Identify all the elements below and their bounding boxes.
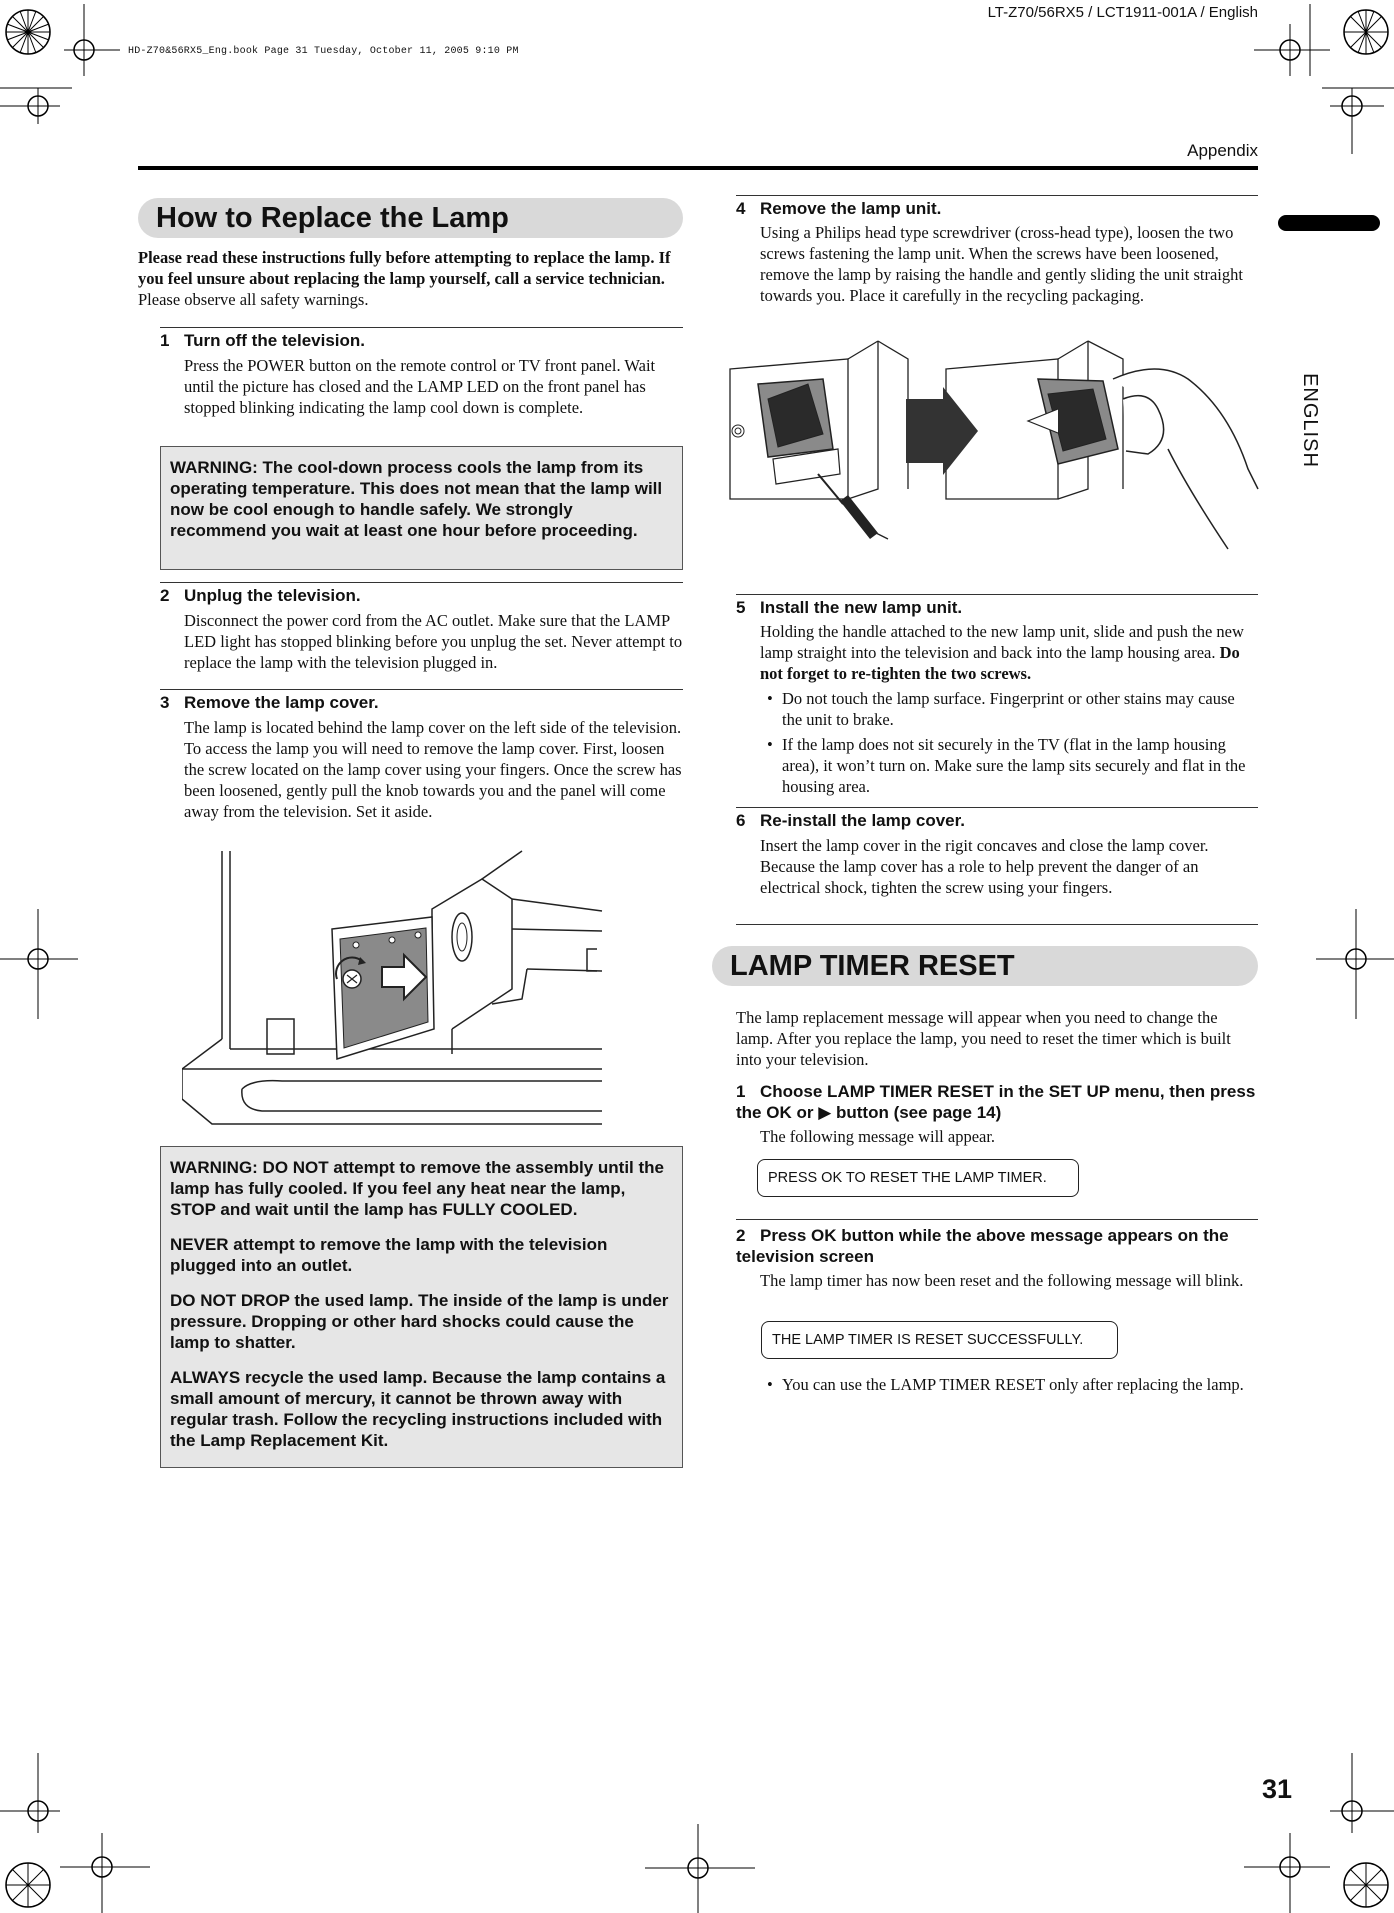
step-5-body-bold: Do not forget to re-tighten the two screws. <box>760 643 1240 683</box>
timer-step-1-body: The following message will appear. <box>760 1127 996 1146</box>
warning-cool-down <box>160 446 683 570</box>
registration-mark-icon <box>0 1753 160 1913</box>
side-tab <box>1278 215 1380 231</box>
step-number: 3 <box>160 693 170 712</box>
header-rule <box>138 166 1258 170</box>
step-title-text: Unplug the television. <box>184 586 361 605</box>
warning-text: ALWAYS recycle the used lamp. Because the lamp contains a small amount of mercury, it cannot be thrown away with regular trash. Follow the recycling instructions included with the Lamp Replacement Kit. <box>170 1368 666 1450</box>
registration-mark-icon <box>0 4 160 164</box>
step-4-body: Using a Philips head type screwdriver (cross-head type), loosen the two screws fastening the lamp unit. When the screws have been loosened, remove the lamp by raising the handle and gently sliding the unit straight towards you. Place it carefully in the recycling packaging. <box>760 223 1243 305</box>
step-title-text: Install the new lamp unit. <box>760 598 963 617</box>
timer-step-2-title <box>736 1225 1258 1267</box>
step-2-title <box>160 586 683 606</box>
section-label: Appendix <box>1187 141 1258 160</box>
step-title-text: Re-install the lamp cover. <box>760 811 966 830</box>
step-title-text: Press <box>760 1226 812 1245</box>
lamp-cover-illustration <box>182 849 614 1131</box>
step-title-text: button while the above message appears on the television screen <box>736 1226 1229 1266</box>
step-1-title <box>160 331 683 351</box>
registration-mark-icon <box>1314 904 1394 1024</box>
on-screen-message-reset-success: THE LAMP TIMER IS RESET SUCCESSFULLY. <box>761 1321 1118 1359</box>
right-arrow-icon: ▶ <box>818 1103 832 1122</box>
warning-text: DO NOT DROP the used lamp. The inside of the lamp is under pressure. Dropping or other hard shocks could cause the lamp to shatter. <box>170 1291 669 1352</box>
step-title-text: Turn off the television. <box>184 331 366 350</box>
intro-rest-text: Please observe all safety warnings. <box>138 290 369 309</box>
registration-mark-icon <box>1234 4 1394 164</box>
bullet-item: • Do not touch the lamp surface. Fingerprint or other stains may cause the unit to brake. <box>760 688 1258 730</box>
step-divider <box>736 594 1258 595</box>
side-language-label: ENGLISH <box>1298 373 1321 468</box>
bullet-item: • If the lamp does not sit securely in the TV (flat in the lamp housing area), it won’t turn on. Make sure the lamp sits securely and flat in the housing area. <box>760 734 1258 797</box>
registration-mark-icon <box>1234 1753 1394 1913</box>
step-divider <box>160 327 683 328</box>
step-number: 4 <box>736 199 746 218</box>
step-divider <box>736 807 1258 808</box>
document-id: LT-Z70/56RX5 / LCT1911-001A / English <box>987 4 1258 21</box>
section-divider <box>736 924 1258 925</box>
lamp-timer-intro: The lamp replacement message will appear when you need to change the lamp. After you replace the lamp, you need to reset the timer which is built into your television. <box>736 1008 1231 1069</box>
section-title-replace-lamp: How to Replace the Lamp <box>138 198 683 238</box>
warning-lamp-safety <box>160 1146 683 1468</box>
timer-step-1-title <box>736 1081 1258 1123</box>
step-title-text: or <box>791 1103 819 1122</box>
book-info: HD-Z70&56RX5_Eng.book Page 31 Tuesday, October 11, 2005 9:10 PM <box>128 46 519 57</box>
intro-paragraph <box>138 247 683 310</box>
warning-text: WARNING: DO NOT attempt to remove the assembly until the lamp has fully cooled. If you feel any heat near the lamp, STOP and wait until the lamp has FULLY COOLED. <box>170 1158 665 1219</box>
on-screen-message-press-ok: PRESS OK TO RESET THE LAMP TIMER. <box>757 1159 1079 1197</box>
step-divider <box>160 689 683 690</box>
page-number: 31 <box>1262 1774 1293 1804</box>
step-3-body: The lamp is located behind the lamp cover on the left side of the television. To access the lamp you will need to remove the lamp cover. First, loosen the screw located on the lamp cover using your fingers. Once the screw has been loosened, gently pull the knob towards you and the panel will come away from the television. Set it aside. <box>184 718 682 821</box>
registration-mark-icon <box>0 904 80 1024</box>
lamp-unit-removal-illustration <box>728 339 1260 551</box>
warning-text: WARNING: The cool-down process cools the lamp from its operating temperature. This does not mean that the lamp will now be cool enough to handle safely. We strongly recommend you wait at least one hour before proceeding. <box>170 458 663 540</box>
registration-mark-icon <box>640 1824 760 1913</box>
step-number: 5 <box>736 598 746 617</box>
step-number: 2 <box>736 1226 746 1245</box>
step-3-title <box>160 693 683 713</box>
step-number: 2 <box>160 586 170 605</box>
lamp-timer-note: • You can use the LAMP TIMER RESET only after replacing the lamp. <box>760 1374 1280 1395</box>
step-5-title <box>736 598 1258 618</box>
ok-button-label: OK <box>766 1103 792 1122</box>
step-divider <box>736 195 1258 196</box>
step-divider <box>736 1219 1258 1220</box>
step-title-text: button (see page 14) <box>831 1103 1002 1122</box>
step-1-body: Press the POWER button on the remote control or TV front panel. Wait until the picture has closed and the LAMP LED on the front panel has stopped blinking indicating the lamp cool down is complete. <box>184 356 656 417</box>
step-number: 1 <box>736 1082 746 1101</box>
step-number: 1 <box>160 331 170 350</box>
section-title-lamp-timer-reset: LAMP TIMER RESET <box>712 946 1258 986</box>
step-title-text: Remove the lamp cover. <box>184 693 379 712</box>
step-2-body: Disconnect the power cord from the AC outlet. Make sure that the LAMP LED light has stopped blinking before you unplug the set. Never attempt to replace the lamp with the television plugged in. <box>184 611 683 672</box>
step-6-body: Insert the lamp cover in the rigit concaves and close the lamp cover. Because the lamp cover has a role to help prevent the danger of an electrical shock, tighten the screw using your fingers. <box>760 836 1209 897</box>
step-5-body-text: Holding the handle attached to the new lamp unit, slide and push the new lamp straight into the television and back into the lamp housing area. <box>760 622 1244 662</box>
step-6-title <box>736 811 1258 831</box>
step-number: 6 <box>736 811 746 830</box>
timer-step-2-body: The lamp timer has now been reset and the following message will blink. <box>760 1271 1244 1290</box>
step-divider <box>160 582 683 583</box>
step-5-body <box>760 621 1258 797</box>
intro-bold-text: Please read these instructions fully before attempting to replace the lamp. If you feel unsure about replacing the lamp yourself, call a service technician. <box>138 248 671 288</box>
step-title-text: Remove the lamp unit. <box>760 199 942 218</box>
step-title-text: Choose LAMP TIMER RESET in the SET UP menu, then press the <box>736 1082 1256 1122</box>
ok-button-label: OK <box>811 1226 837 1245</box>
warning-text: NEVER attempt to remove the lamp with the television plugged into an outlet. <box>170 1235 608 1275</box>
step-4-title <box>736 199 1258 219</box>
